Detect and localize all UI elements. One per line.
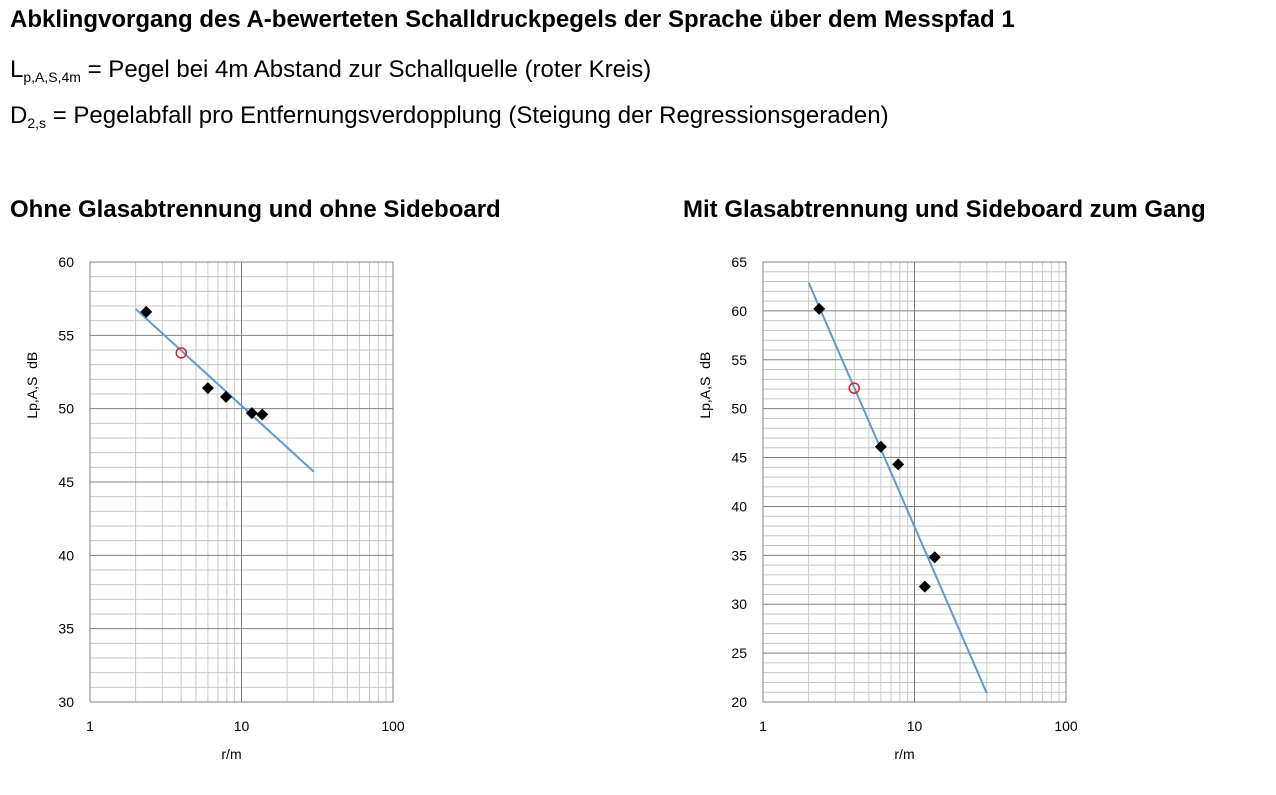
chart-heading-right bbox=[683, 196, 1206, 224]
data-point bbox=[919, 581, 931, 593]
def2-text: = Pegelabfall pro Entfernungsverdopplung (Steigung der Regressionsgeraden) bbox=[46, 102, 889, 129]
y-tick-label: 20 bbox=[731, 694, 747, 710]
y-tick-label: 30 bbox=[731, 596, 747, 613]
y-axis-label: Lp,A,S dB bbox=[24, 351, 40, 419]
data-point bbox=[220, 391, 232, 403]
chart-heading-right-bold: Mit bbox=[683, 196, 718, 223]
page-title: Abklingvorgang des A-bewerteten Schalldruckpegels der Sprache über dem Messpfad 1 bbox=[10, 6, 1015, 33]
chart-left bbox=[0, 250, 420, 770]
y-tick-label: 25 bbox=[731, 645, 747, 662]
x-tick-label: 10 bbox=[233, 718, 250, 734]
chart-right bbox=[673, 250, 1093, 770]
chart-heading-left-rest: Glasabtrennung und ohne Sideboard bbox=[71, 196, 501, 223]
definition-level-4m bbox=[10, 56, 651, 85]
x-tick-label: 1 bbox=[86, 718, 94, 734]
data-point bbox=[892, 458, 904, 470]
def1-symbol: L bbox=[10, 56, 24, 83]
x-tick-label: 100 bbox=[381, 718, 405, 734]
def1-subscript: p,A,S,4m bbox=[23, 69, 81, 85]
data-point bbox=[202, 382, 214, 394]
data-point bbox=[875, 441, 887, 453]
y-tick-label: 50 bbox=[731, 400, 747, 417]
chart-heading-left bbox=[10, 196, 501, 224]
x-tick-label: 100 bbox=[1054, 718, 1078, 734]
definition-level-drop bbox=[10, 102, 889, 131]
y-tick-label: 40 bbox=[731, 498, 747, 515]
data-point bbox=[813, 303, 825, 315]
def2-symbol: D bbox=[10, 102, 28, 129]
y-tick-label: 60 bbox=[731, 302, 747, 319]
chart-heading-left-bold: Ohne bbox=[10, 196, 72, 223]
def2-subscript: 2,s bbox=[27, 115, 47, 131]
x-axis-label: r/m bbox=[221, 746, 242, 762]
def1-text: = Pegel bei 4m Abstand zur Schallquelle (roter Kreis) bbox=[80, 56, 652, 83]
x-tick-label: 1 bbox=[759, 718, 767, 734]
y-tick-label: 55 bbox=[731, 351, 747, 368]
y-tick-label: 65 bbox=[731, 254, 747, 270]
y-tick-label: 60 bbox=[58, 254, 74, 270]
x-axis-label: r/m bbox=[894, 746, 915, 762]
y-tick-label: 35 bbox=[731, 547, 747, 564]
y-tick-label: 30 bbox=[58, 694, 74, 710]
y-tick-label: 45 bbox=[731, 449, 747, 466]
y-tick-label: 55 bbox=[58, 327, 74, 344]
chart-heading-right-rest: Glasabtrennung und Sideboard zum Gang bbox=[717, 196, 1206, 223]
y-tick-label: 50 bbox=[58, 400, 74, 417]
y-tick-label: 45 bbox=[58, 474, 74, 490]
y-tick-label: 40 bbox=[58, 547, 74, 564]
x-tick-label: 10 bbox=[906, 718, 923, 734]
y-axis-label: Lp,A,S dB bbox=[697, 351, 713, 419]
y-tick-label: 35 bbox=[58, 620, 74, 637]
data-point bbox=[256, 409, 268, 421]
